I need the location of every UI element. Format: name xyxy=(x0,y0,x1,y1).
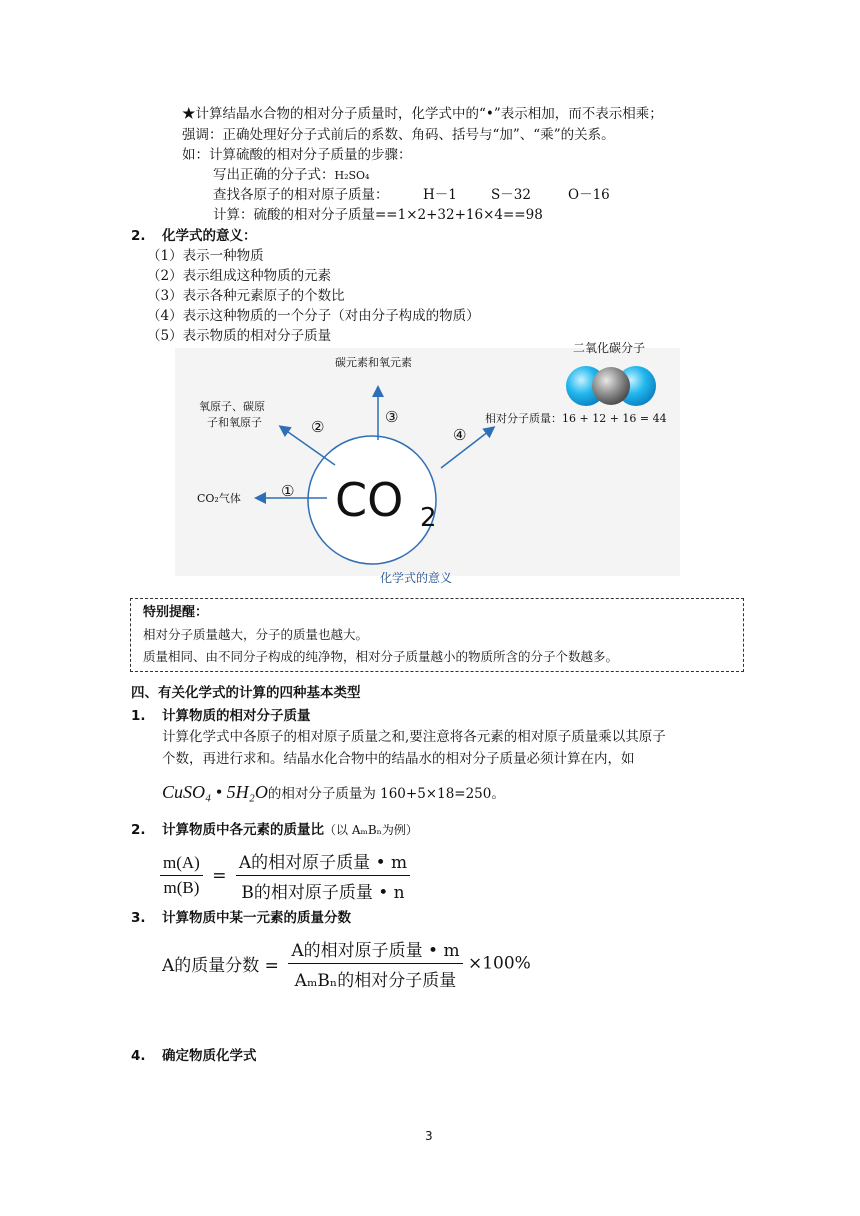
hydrate-formula: CuSO₄ • 5H₂O xyxy=(162,782,268,802)
number-4: ④ xyxy=(453,426,467,444)
step-2-o: O－16 xyxy=(568,187,610,203)
emphasis-note: 强调：正确处理好分子式前后的系数、角码、括号与“加”、“乘”的关系。 xyxy=(182,127,615,143)
number-1: ① xyxy=(281,482,295,500)
section-4-heading: 四、有关化学式的计算的四种基本类型 xyxy=(131,685,361,701)
label-atoms-line2: 子和氧原子 xyxy=(207,416,262,429)
molecule-label: 二氧化碳分子 xyxy=(573,341,646,355)
meaning-item-5: （5）表示物质的相对分子质量 xyxy=(147,328,332,344)
label-atoms-line1: 氧原子、碳原 xyxy=(199,400,265,413)
item-1-number: 1. xyxy=(131,708,146,724)
example-title: 如：计算硫酸的相对分子质量的步骤： xyxy=(182,147,412,163)
step-2 xyxy=(213,185,610,205)
step-2-h: H－1 xyxy=(423,187,457,203)
step-1-prefix: 写出正确的分子式： xyxy=(213,167,335,183)
mass-fraction-den: AₘBₙ的相对分子质量 xyxy=(294,971,457,991)
co2-subscript: 2 xyxy=(420,503,437,533)
diagram-caption: 化学式的意义 xyxy=(380,571,453,585)
mass-fraction-frac xyxy=(288,936,462,991)
number-3: ③ xyxy=(385,408,399,426)
diagram-svg xyxy=(175,340,685,590)
meaning-item-1: （1）表示一种物质 xyxy=(147,248,264,264)
item-1-line-2: 个数，再进行求和。结晶水化合物中的结晶水的相对分子质量必须计算在内，如 xyxy=(162,751,635,767)
mass-ratio-rhs-den: B的相对原子质量 • n xyxy=(241,883,405,903)
step-2-prefix: 查找各原子的相对原子质量： xyxy=(213,187,389,203)
equals-sign: = xyxy=(212,865,227,886)
label-relative-mass: 相对分子质量：16 + 12 + 16 = 44 xyxy=(485,412,667,425)
mass-fraction-formula xyxy=(162,936,531,991)
meaning-item-3: （3）表示各种元素原子的个数比 xyxy=(147,288,345,304)
step-3: 计算：硫酸的相对分子质量==1×2+32+16×4==98 xyxy=(213,207,543,223)
item-2-number: 2. xyxy=(131,822,146,838)
step-2-s: S－32 xyxy=(491,187,531,203)
meaning-item-4: （4）表示这种物质的一个分子（对由分子构成的物质） xyxy=(147,308,480,324)
label-elements: 碳元素和氧元素 xyxy=(335,356,412,369)
co2-meaning-diagram xyxy=(175,340,685,590)
item-3-number: 3. xyxy=(131,910,146,926)
item-1-suffix: 的相对分子质量为 160+5×18=250。 xyxy=(267,786,505,802)
page-number: 3 xyxy=(425,1129,433,1143)
item-2-note: （以 AₘBₙ为例） xyxy=(324,823,418,837)
step-1 xyxy=(213,165,369,186)
mass-ratio-lhs-den: m(B) xyxy=(163,878,200,897)
special-reminder-box xyxy=(130,598,744,672)
mass-ratio-lhs-num: m(A) xyxy=(160,853,203,876)
mass-ratio-rhs xyxy=(236,848,410,903)
star-note: ★计算结晶水合物的相对分子质量时，化学式中的“•”表示相加，而不表示相乘； xyxy=(182,106,663,122)
mass-fraction-tail: ×100% xyxy=(467,953,531,974)
meaning-item-2: （2）表示组成这种物质的元素 xyxy=(147,268,332,284)
reminder-line-1: 相对分子质量越大，分子的质量也越大。 xyxy=(143,627,369,642)
item-3-title: 计算物质中某一元素的质量分数 xyxy=(162,910,351,926)
item-1-line-1: 计算化学式中各原子的相对原子质量之和,要注意将各元素的相对原子质量乘以其原子 xyxy=(162,729,666,745)
carbon-atom xyxy=(592,367,630,405)
item-2-title-line xyxy=(162,820,418,840)
item-1-formula-line xyxy=(162,780,505,806)
co2-formula: CO xyxy=(335,473,404,527)
section-2-number: 2. xyxy=(131,228,146,244)
mass-fraction-lhs: A的质量分数 = xyxy=(162,956,279,976)
item-2-title: 计算物质中各元素的质量比 xyxy=(162,822,324,838)
mass-ratio-lhs xyxy=(160,853,203,898)
number-2: ② xyxy=(311,418,325,436)
label-co2-gas: CO₂气体 xyxy=(197,492,241,505)
step-1-formula: H₂SO₄ xyxy=(334,169,370,182)
reminder-line-2: 质量相同、由不同分子构成的纯净物，相对分子质量越小的物质所含的分子个数越多。 xyxy=(143,649,619,664)
item-4-number: 4. xyxy=(131,1048,146,1064)
section-2-title: 化学式的意义： xyxy=(162,228,257,244)
reminder-title: 特别提醒： xyxy=(143,605,209,620)
item-4-title: 确定物质化学式 xyxy=(162,1048,257,1064)
mass-ratio-formula xyxy=(160,848,410,903)
mass-ratio-rhs-num: A的相对原子质量 • m xyxy=(236,848,410,876)
mass-fraction-num: A的相对原子质量 • m xyxy=(288,936,462,964)
item-1-title: 计算物质的相对分子质量 xyxy=(162,708,311,724)
